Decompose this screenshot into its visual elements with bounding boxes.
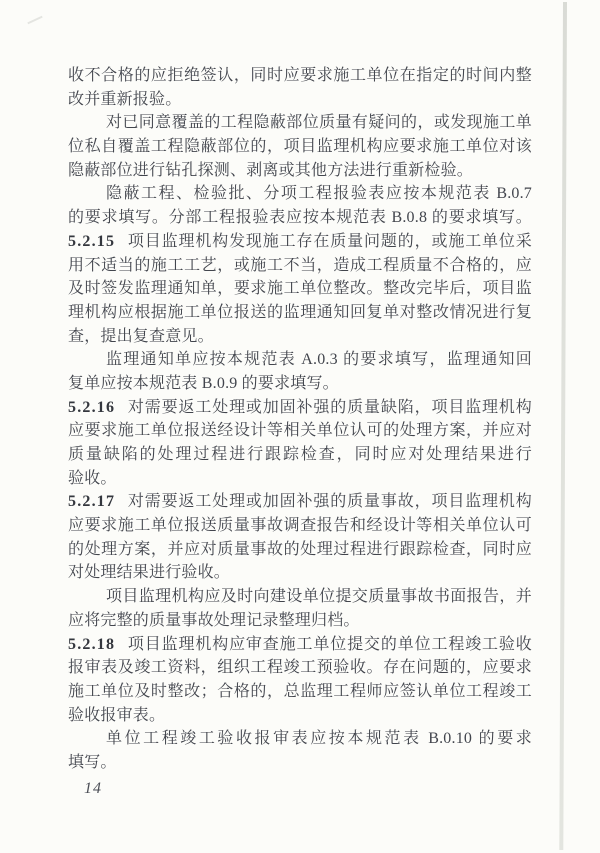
line-text: 收不合格的应拒绝签认，同时应要求施工单位在指定的时间内整 [68,67,532,84]
section-line [68,633,532,657]
text-line [68,467,532,491]
line-text: 位私自覆盖工程隐蔽部位的，项目监理机构应要求施工单位对该 [68,138,532,156]
text-line [68,206,532,230]
line-text: 用不适当的施工工艺，或施工不当，造成工程质量不合格的，应 [68,256,532,274]
line-text: 项目监理机构发现施工存在质量问题的，或施工单位采 [127,232,532,250]
text-line [68,419,532,443]
line-text: 项目监理机构应审查施工单位提交的单位工程竣工验收 [127,635,532,653]
text-block [68,64,532,775]
section-number: 5.2.15 [68,232,116,250]
section-number: 5.2.16 [68,398,116,416]
text-line [68,704,532,728]
text-line [68,159,532,183]
text-line [68,348,532,372]
text-line [68,751,532,775]
line-text: 施工单位及时整改；合格的，总监理工程师应签认单位工程竣工 [68,682,532,700]
line-text: 单位工程竣工验收报审表应按本规范表 B.0.10 的要求 [106,730,532,748]
line-text: 项目监理机构应及时向建设单位提交质量事故书面报告，并 [106,588,532,606]
text-line [68,443,532,467]
line-text: 报审表及竣工资料，组织工程竣工预验收。存在问题的，应要求 [68,659,532,677]
scan-edge-line [559,2,567,850]
section-line [68,230,532,254]
text-line [68,277,532,301]
text-line [68,182,532,206]
scan-smudge-artifact [27,16,42,25]
text-line [68,88,532,112]
line-text: 对需要返工处理或加固补强的质量事故，项目监理机构 [127,493,532,511]
page-number: 14 [84,780,102,797]
section-line [68,490,532,514]
text-line [68,538,532,562]
text-line [68,727,532,751]
text-line [68,325,532,349]
text-line [68,561,532,585]
line-text: 隐蔽部位进行钻孔探测、剥离或其他方法进行重新检验。 [68,161,474,179]
line-text: 验收报审表。 [68,706,166,724]
text-line [68,111,532,135]
line-text: 对已同意覆盖的工程隐蔽部位质量有疑问的，或发现施工单 [106,114,532,132]
text-line [68,585,532,609]
section-line [68,396,532,420]
text-line [68,372,532,396]
line-text: 隐蔽工程、检验批、分项工程报验表应按本规范表 B.0.7 [106,185,532,203]
line-text: 应要求施工单位报送质量事故调查报告和经设计等相关单位认可 [68,517,532,535]
line-text: 及时签发监理通知单，要求施工单位整改。整改完毕后，项目监 [68,280,532,298]
line-text: 验收。 [68,469,117,487]
line-text: 的要求填写。分部工程报验表应按本规范表 B.0.8 的要求填写。 [68,209,532,227]
text-line [68,64,532,88]
text-line [68,656,532,680]
text-line [68,254,532,278]
line-text: 填写。 [68,753,117,771]
line-text: 应将完整的质量事故处理记录整理归档。 [68,611,360,629]
line-text: 应要求施工单位报送经设计等相关单位认可的处理方案，并应对 [68,422,532,440]
line-text: 查，提出复查意见。 [68,327,214,345]
line-text: 对需要返工处理或加固补强的质量缺陷，项目监理机构 [127,398,532,416]
line-text: 监理通知单应按本规范表 A.0.3 的要求填写，监理通知回 [106,351,532,369]
line-text: 对处理结果进行验收。 [68,564,231,582]
text-line [68,135,532,159]
line-text: 的处理方案，并应对质量事故的处理过程进行跟踪检查，同时应 [68,540,532,558]
line-text: 质量缺陷的处理过程进行跟踪检查，同时应对处理结果进行 [68,446,532,463]
text-line [68,514,532,538]
line-text: 改并重新报验。 [68,90,182,108]
section-number: 5.2.18 [68,635,116,653]
line-text: 复单应按本规范表 B.0.9 的要求填写。 [68,374,339,392]
text-line [68,301,532,325]
section-number: 5.2.17 [68,493,116,511]
line-text: 理机构应根据施工单位报送的监理通知回复单对整改情况进行复 [68,303,532,321]
text-line [68,680,532,704]
text-line [68,609,532,633]
